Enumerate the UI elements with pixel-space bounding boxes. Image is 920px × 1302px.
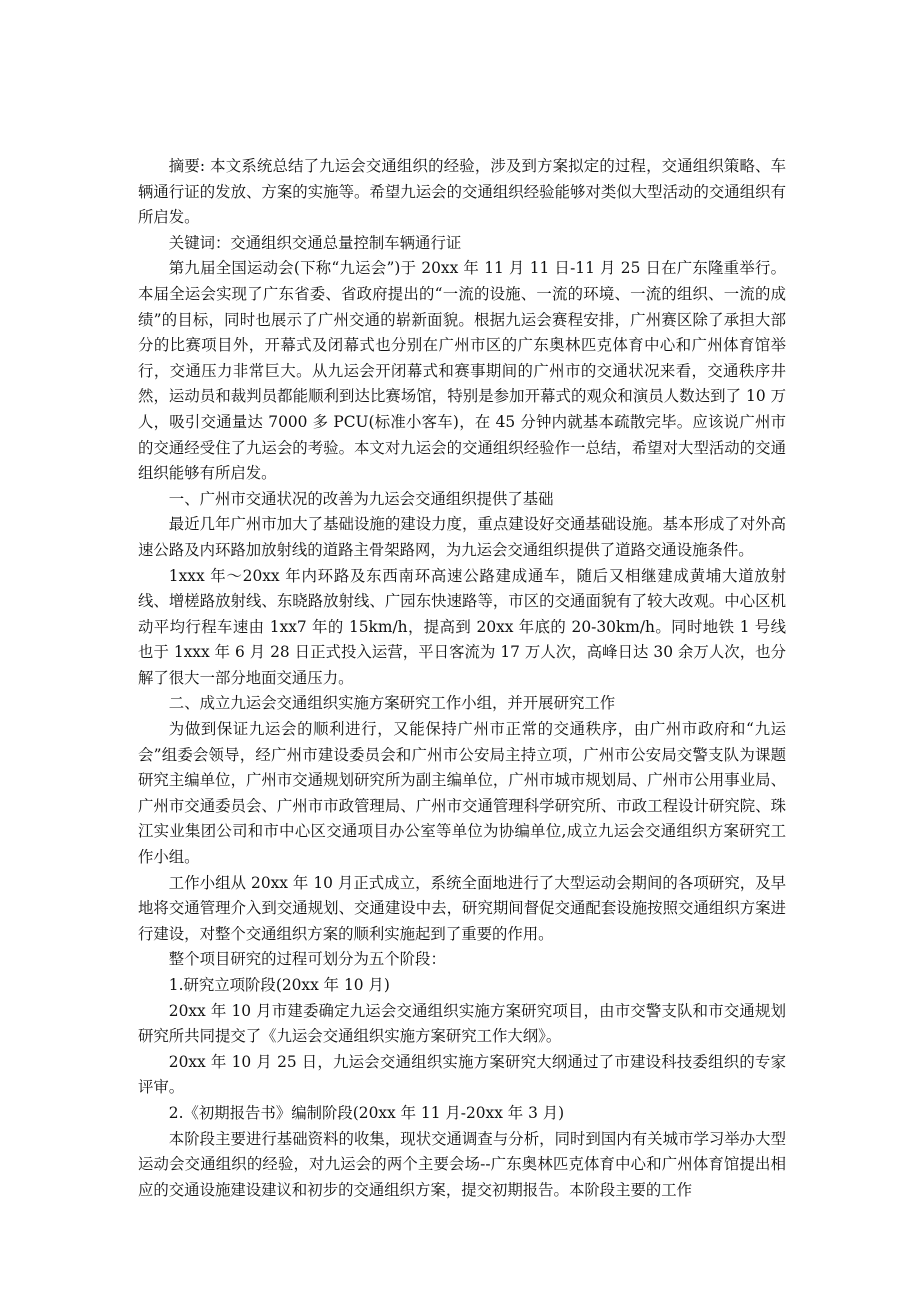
body-paragraph: 1xxx 年～20xx 年内环路及东西南环高速公路建成通车，随后又相继建成黄埔大道放射线、增槎路放射线、东晓路放射线、广园东快速路等，市区的交通面貌有了较大改观。中心区机动平均行程车速由 1xx7 年的 15km/h，提高到 20xx 年底的 20-30km/h。同时地铁 1 号线也于 1xxx 年 6 月 28 日正式投入运营，平日客流为 17 万人次，高峰日达 30 余万人次，也分解了很大一部分地面交通压力。: [138, 566, 786, 687]
body-paragraph: 整个项目研究的过程可划分为五个阶段：: [168, 950, 446, 969]
document-body: [138, 154, 786, 1203]
section-heading-2: 二、成立九运会交通组织实施方案研究工作小组，并开展研究工作: [168, 694, 616, 713]
stage-heading-1: 1.研究立项阶段(20xx 年 10 月): [168, 976, 390, 994]
body-paragraph: 为做到保证九运会的顺利进行，又能保持广州市正常的交通秩序，由广州市政府和“九运会”组委会领导，经广州市建设委员会和广州市公安局主持立项，广州市公安局交警支队为课题研究主编单位，广州市交通规划研究所为副主编单位，广州市城市规划局、广州市公用事业局、广州市交通委员会、广州市市政管理局、广州市交通管理科学研究所、市政工程设计研究院、珠江实业集团公司和市中心区交通项目办公室等单位为协编单位,成立九运会交通组织方案研究工作小组。: [138, 720, 786, 867]
body-paragraph: 本阶段主要进行基础资料的收集，现状交通调查与分析，同时到国内有关城市学习举办大型运动会交通组织的经验，对九运会的两个主要会场--广东奥林匹克体育中心和广州体育馆提出相应的交通设施建设建议和初步的交通组织方案，提交初期报告。本阶段主要的工作: [138, 1129, 786, 1199]
keywords-paragraph: 关键词：交通组织交通总量控制车辆通行证: [168, 233, 462, 252]
section-heading-1: 一、广州市交通状况的改善为九运会交通组织提供了基础: [168, 489, 554, 508]
body-paragraph: 20xx 年 10 月 25 日，九运会交通组织实施方案研究大纲通过了市建设科技委组织的专家评审。: [138, 1052, 786, 1097]
intro-paragraph: 第九届全国运动会(下称“九运会”)于 20xx 年 11 月 11 日-11 月 25 日在广东隆重举行。本届全运会实现了广东省委、省政府提出的“一流的设施、一流的环境、一流的组织、一流的成绩”的目标，同时也展示了广州交通的崭新面貌。根据九运会赛程安排，广州赛区除了承担大部分的比赛项目外，开幕式及闭幕式也分别在广州市区的广东奥林匹克体育中心和广州体育馆举行，交通压力非常巨大。从九运会开闭幕式和赛事期间的广州市的交通状况来看，交通秩序井然，运动员和裁判员都能顺利到达比赛场馆，特别是参加开幕式的观众和演员人数达到了 10 万人，吸引交通量达 7000 多 PCU(标准小客车)，在 45 分钟内就基本疏散完毕。应该说广州市的交通经受住了九运会的考验。本文对九运会的交通组织经验作一总结，希望对大型活动的交通组织能够有所启发。: [138, 259, 786, 483]
stage-heading-2: 2.《初期报告书》编制阶段(20xx 年 11 月-20xx 年 3 月): [168, 1103, 565, 1122]
abstract-paragraph: 摘要: 本文系统总结了九运会交通组织的经验，涉及到方案拟定的过程，交通组织策略、车辆通行证的发放、方案的实施等。希望九运会的交通组织经验能够对类似大型活动的交通组织有所启发。: [138, 157, 786, 227]
body-paragraph: 工作小组从 20xx 年 10 月正式成立，系统全面地进行了大型运动会期间的各项研究，及早地将交通管理介入到交通规划、交通建设中去，研究期间督促交通配套设施按照交通组织方案进行建设，对整个交通组织方案的顺利实施起到了重要的作用。: [138, 873, 786, 943]
body-paragraph: 20xx 年 10 月市建委确定九运会交通组织实施方案研究项目，由市交警支队和市交通规划研究所共同提交了《九运会交通组织实施方案研究工作大纲》。: [138, 1001, 786, 1046]
body-paragraph: 最近几年广州市加大了基础设施的建设力度，重点建设好交通基础设施。基本形成了对外高速公路及内环路加放射线的道路主骨架路网，为九运会交通组织提供了道路交通设施条件。: [138, 515, 786, 559]
